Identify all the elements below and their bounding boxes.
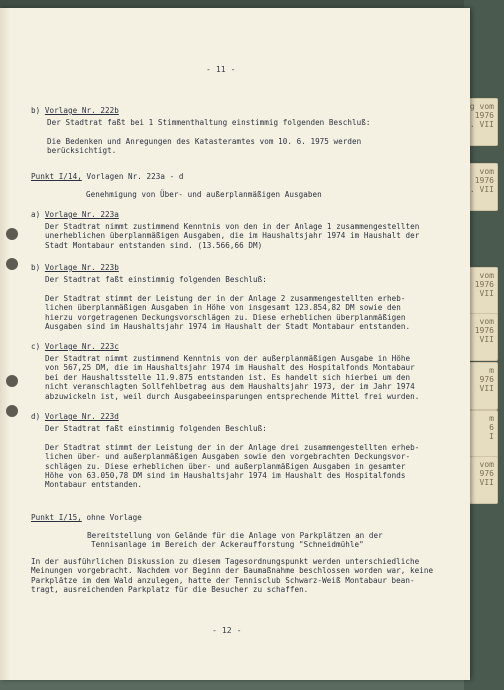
punkt-15-body: In der ausführlichen Diskussion zu diesem Tagesordnungspunkt werden unterschiedliche Meinungen vorgebracht. Nachdem vor Beginn der Baumaßnahme beschlossen worden war, keine Parkplätze im dem Wald anzulegen, hatte der Tennisclub Schwarz-Weiß Montabaur bean- tragt, ausreichenden Parkplatz für die Besucher zu schaffen. bbox=[31, 557, 434, 595]
page-number-bottom: - 12 - bbox=[212, 625, 242, 635]
index-tab[interactable]: m 6 I bbox=[458, 410, 498, 458]
page-edge bbox=[0, 8, 10, 680]
punch-hole bbox=[6, 405, 18, 417]
section-223c-body: Der Stadtrat nimmt zustimmend Kenntnis von der außerplanmäßigen Ausgabe in Höhe von 567,25 DM, die im Haushaltsjahr 1974 im Haushalt des Hospitalfonds Montabaur bei der Haushaltsstelle 11.9.875 entstanden ist. Es handelt sich hierbei um den nicht veranschlagten Sollfehlbetrag aus dem Haushaltsjahr 1973, der im Jahr 1974 abzuwickeln ist, weil durch Ausgabeeinsparungen entsprechende Mittel frei wurden. bbox=[45, 354, 420, 401]
section-223a-body: Der Stadtrat nimmt zustimmend Kenntnis von den in der Anlage 1 zusammengestellten unerheblichen überplanmäßigen Ausgaben, die im Haushaltsjahr 1974 im Haushalt der Stadt Montabaur entstanden sind. (13.566,66 DM) bbox=[45, 222, 420, 250]
section-223d-body: Der Stadtrat faßt einstimmig folgenden Beschluß: Der Stadtrat stimmt der Leistung der in der Anlage drei zusammengestellten erheb- lichen über- und außerplanmäßigen Ausgaben sowie den vorgebrachten Deckungsvor- schlägen zu. Diese erheblichen über- und außerplanmäßigen Ausgaben in gesamter Höhe von 63.050,78 DM sind im Haushaltsjahr 1974 im Haushalt des Hospitalfonds Montabaur entstanden. bbox=[45, 424, 420, 490]
section-223b: b) Vorlage Nr. 223b bbox=[31, 263, 119, 272]
page-number-top: - 11 - bbox=[206, 64, 236, 74]
vorlage-title: Vorlage Nr. 222b bbox=[44, 106, 119, 115]
index-tab[interactable]: vom 1976 VII bbox=[458, 267, 498, 315]
index-tab[interactable]: g vom 1976 . VII bbox=[458, 98, 498, 146]
section-222b: b) Vorlage Nr. 222b bbox=[31, 106, 119, 115]
punch-hole bbox=[6, 258, 18, 270]
section-222b-body: Der Stadtrat faßt bei 1 Stimmenthaltung einstimmig folgenden Beschluß: Die Bedenken und Anregungen des Katasteramtes vom 10. 6. 1975 werden berücksichtigt. bbox=[47, 118, 371, 156]
section-223c: c) Vorlage Nr. 223c bbox=[31, 342, 119, 351]
punkt-14-heading: Punkt I/14, Vorlagen Nr. 223a - d bbox=[31, 172, 184, 181]
index-tab[interactable]: vom 1976 VII bbox=[458, 313, 498, 361]
section-223a: a) Vorlage Nr. 223a bbox=[31, 210, 119, 219]
section-223d: d) Vorlage Nr. 223d bbox=[31, 412, 119, 421]
index-tab[interactable]: vom 976 VII bbox=[458, 456, 498, 504]
punch-hole bbox=[6, 375, 18, 387]
punkt-15-heading: Punkt I/15, ohne Vorlage bbox=[31, 513, 142, 522]
document-page bbox=[0, 8, 470, 680]
section-223b-body: Der Stadtrat faßt einstimmig folgenden Beschluß: Der Stadtrat stimmt der Leistung der in der Anlage 2 zusammengestellten erheb- lichen überplanmäßigen Ausgaben in Höhe von insgesamt 123.854,82 DM sowie den hierzu vorgetragenen Deckungsvorschlägen zu. Diese erheblichen überplanmäßigen Ausgaben sind im Haushaltsjahr 1974 im Haushalt der Stadt Montabaur entstanden. bbox=[45, 275, 411, 332]
index-tab[interactable]: vom 1976 . VII bbox=[458, 163, 498, 211]
punch-hole bbox=[6, 228, 18, 240]
index-tab[interactable]: m 976 VII bbox=[458, 362, 498, 410]
punkt-15-subtitle: Bereitstellung von Gelände für die Anlage von Parkplätzen an der Tennisanlage im Bereich der Ackeraufforstung "Schneidmühle" bbox=[87, 531, 383, 550]
punkt-14-subtitle: Genehmigung von Über- und außerplanmäßigen Ausgaben bbox=[86, 190, 322, 199]
